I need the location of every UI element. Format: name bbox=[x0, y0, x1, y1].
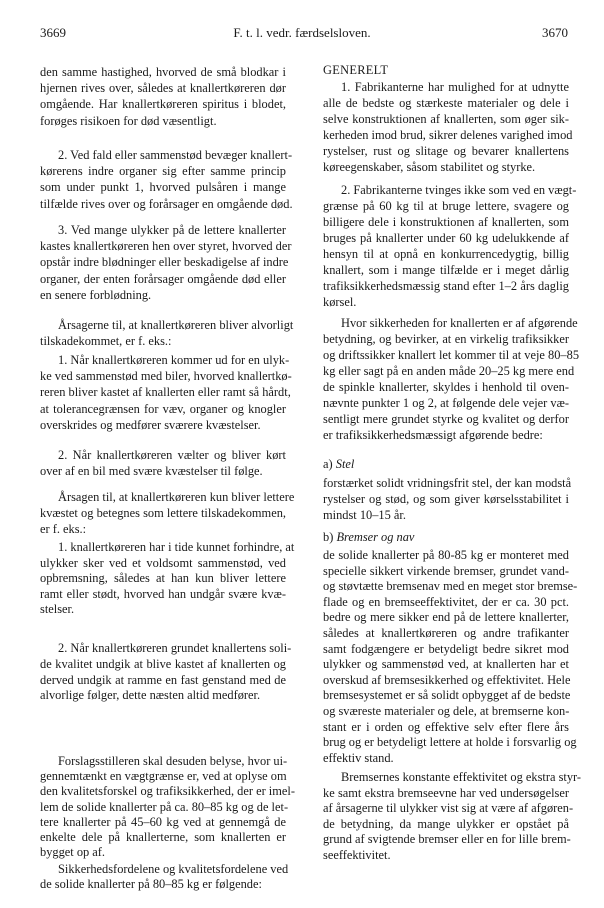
text-line: billigere dele i konstruktionen af knallerten, som bbox=[323, 215, 569, 229]
paragraph bbox=[40, 641, 292, 704]
text-line: af årsagerne til ulykker vist sig at være af afgøren- bbox=[323, 801, 574, 816]
text-line: 2. Ved fald eller sammenstød bevæger knallert- bbox=[58, 148, 293, 162]
section-heading: GENERELT bbox=[323, 63, 389, 77]
text-line: Forslagsstilleren skal desuden belyse, hvor ui- bbox=[58, 754, 288, 768]
text-line: således at knallertkøreren og andre trafikanter bbox=[323, 625, 569, 640]
text-line: tilfælde rives over og forårsager en omgående død. bbox=[40, 196, 293, 211]
paragraph bbox=[40, 540, 295, 618]
text-line: er f. eks.: bbox=[40, 521, 87, 536]
text-line: Hvor sikkerheden for knallerten er af afgørende bbox=[341, 316, 578, 330]
subsection-b-prefix: b) bbox=[323, 530, 334, 544]
text-line: ke ved sammenstød med biler, hvorved knallertkø- bbox=[40, 369, 292, 384]
text-line: 1. Fabrikanterne har mulighed for at udnytte bbox=[341, 80, 569, 94]
text-line: de betydning, da mange ulykker er opstået på bbox=[323, 816, 569, 831]
text-line: knallert, som i mange tilfælde er i meget dårlig bbox=[323, 263, 569, 277]
text-line: specielle sikkert virkende bremser, grundet vand- bbox=[323, 563, 569, 578]
paragraph bbox=[40, 222, 292, 303]
text-line: 2. Når knallertkøreren vælter og bliver kørt bbox=[58, 448, 286, 462]
text-line: som under punkt 1, hvorved pulsåren i mange bbox=[40, 180, 286, 195]
text-line: lem de solide knallerter på ca. 80–85 kg og de let- bbox=[40, 799, 289, 814]
paragraph bbox=[40, 447, 286, 479]
text-line: samt fodgængere er betydeligt bedre sikret mod bbox=[323, 641, 569, 656]
text-line: opstår indre blødninger eller beskadigelse af indre bbox=[40, 255, 289, 270]
text-line: hensyn til at opnå en konkurrencedygtig, billig bbox=[323, 247, 569, 261]
text-line: enkelte dele på knallerterne, som knallerten er bbox=[40, 830, 286, 845]
text-line: over af en bil med svære kvæstelser til følge. bbox=[40, 464, 263, 479]
text-line: grund af svigtende bremser eller en for lille brem- bbox=[323, 832, 571, 847]
text-line: 3. Ved mange ulykker på de lettere knallerter bbox=[58, 223, 286, 237]
text-line: ulykker sker ved et voldsomt sammenstød, ved bbox=[40, 555, 286, 570]
running-title: F. t. l. vedr. færdselsloven. bbox=[233, 25, 371, 40]
text-line: de kvalitet undgik at blive kastet af knallerten og bbox=[40, 656, 286, 671]
paragraph bbox=[40, 147, 293, 212]
text-line: kastes knallertkøreren hen over styret, hvorved der bbox=[40, 239, 292, 254]
text-line: stant er i orden og effektive selv efter flere års bbox=[323, 719, 569, 734]
subsection-a-prefix: a) bbox=[323, 457, 333, 471]
text-line: mindst 10–15 år. bbox=[323, 508, 406, 522]
text-line: nævnte punkter 1 og 2, at følgende dele vejer væ- bbox=[323, 396, 569, 410]
text-line: overskrides og medfører sværere kvæstelser. bbox=[40, 417, 261, 432]
text-line: sentligt mere grundet styrke og kvalitet og derfor bbox=[323, 412, 569, 426]
text-line: derved undgik at ramme en fast genstand med de bbox=[40, 672, 286, 687]
text-line: betydning, og bevirker, at en virkelig trafiksikker bbox=[323, 332, 569, 346]
text-line: 1. knallertkøreren har i tide kunnet forhindre, at bbox=[58, 540, 295, 554]
text-line: og driftssikker knallert let kommer til at veje 80–85 bbox=[323, 348, 580, 362]
text-line: den samme hastighed, hvorved de små blodkar i bbox=[40, 65, 286, 79]
text-line: rystelser, rust og slitage og bevarer knallertens bbox=[323, 144, 569, 158]
text-line: Bremsernes konstante effektivitet og ekstra styr- bbox=[341, 770, 582, 784]
text-line: reren bliver kastet af knallerten eller ramt så hårdt, bbox=[40, 385, 291, 400]
text-line: ke samt ekstra bremseevne har ved undersøgelser bbox=[323, 785, 569, 800]
text-line: bremsesystemet er så solidt opbygget af de bedste bbox=[323, 688, 571, 703]
text-line: bruges på knallerter under 60 kg udelukkende af bbox=[323, 231, 569, 245]
paragraph bbox=[40, 64, 286, 129]
text-line: kvæstet og betegnes som lettere tilskadekommen, bbox=[40, 505, 286, 520]
text-line: opbremsning, således at han kun bliver lettere bbox=[40, 571, 286, 586]
text-line: køreegenskaber, såsom stabilitet og styrke. bbox=[323, 160, 536, 174]
page-number-right: 3670 bbox=[542, 25, 568, 40]
text-line: kørerens indre organer sig efter samme princip bbox=[40, 164, 286, 179]
text-line: forstærket solidt vridningsfrit stel, der kan modstå bbox=[323, 476, 572, 490]
text-line: tere knallerter på 45–60 kg ved at gennemgå de bbox=[40, 814, 286, 829]
subsection-b-heading bbox=[323, 529, 569, 545]
text-line: 1. Når knallertkøreren kommer ud for en ulyk- bbox=[58, 353, 290, 367]
subsection-a-heading bbox=[323, 456, 569, 472]
text-line: alle de bedste og stærkeste materialer og dele i bbox=[323, 96, 569, 110]
text-line: selve konstruktionen af knallerten, som øger sik- bbox=[323, 112, 569, 126]
paragraph bbox=[40, 317, 294, 349]
text-line: de solide knallerter på 80–85 kg er følgende: bbox=[40, 877, 262, 892]
text-line: tilskadekommet, er f. eks.: bbox=[40, 334, 172, 349]
page-number-left: 3669 bbox=[40, 25, 66, 40]
text-line: Sikkerhedsfordelene og kvalitetsfordelene ved bbox=[58, 862, 289, 876]
text-line: Årsagerne til, at knallertkøreren bliver alvorligt bbox=[58, 318, 294, 332]
subsection-a-title: Stel bbox=[335, 457, 355, 471]
text-line: Årsagen til, at knallertkøreren kun bliver lettere bbox=[58, 490, 295, 504]
text-line: brug og er betydeligt lettere at holde i forsvarlig og bbox=[323, 735, 577, 750]
text-line: og sværeste materialer og dele, at bremserne kon- bbox=[323, 703, 570, 718]
subsection-b-title: Bremser og nav bbox=[336, 530, 415, 544]
text-line: omgående. Har knallertkøreren spiritus i blodet, bbox=[40, 97, 286, 112]
paragraph bbox=[323, 475, 572, 523]
text-line: 2. Når knallertkøreren grundet knallertens soli- bbox=[58, 641, 292, 655]
text-line: ulykker og sammenstød ved, at knallerten har et bbox=[323, 657, 569, 672]
paragraph bbox=[40, 754, 295, 860]
text-line: hjernen rives over, således at knallertkøreren dør bbox=[40, 81, 286, 96]
paragraph bbox=[40, 490, 295, 537]
text-line: seeffektivitet. bbox=[323, 847, 391, 862]
text-line: flade og en bremseeffektivitet, der er ca. 30 pct. bbox=[323, 594, 569, 609]
text-line: gennemtænkt en vægtgrænse er, ved at oplyse om bbox=[40, 769, 287, 784]
paragraph bbox=[40, 862, 289, 892]
text-line: rystelser og stød, og som giver kørselsstabilitet i bbox=[323, 492, 569, 506]
text-line: effektiv stand. bbox=[323, 750, 394, 765]
text-line: overskud af bremsesikkerhed og effektivitet. Hele bbox=[323, 672, 571, 687]
paragraph bbox=[323, 79, 573, 175]
text-line: er trafiksikkerhedsmæssigt afgørende bedre: bbox=[323, 428, 543, 442]
text-line: ramt eller stødt, hvorved han undgår svære kvæ- bbox=[40, 586, 286, 601]
text-line: de spinkle knallerter, skyldes i henhold til oven- bbox=[323, 380, 569, 394]
text-line: bedre og mere sikker end på de lettere knallerter, bbox=[323, 610, 569, 625]
text-line: den kvalitetsforskel og trafiksikkerhed, der er imel- bbox=[40, 784, 295, 799]
text-line: og støvtætte bremsenav med en meget stor bremse- bbox=[323, 579, 578, 594]
text-line: forøges risikoen for død væsentligt. bbox=[40, 113, 217, 128]
paragraph bbox=[40, 352, 292, 433]
text-line: trafiksikkerhedsmæssig stand efter 1–2 års daglig bbox=[323, 279, 569, 293]
paragraph bbox=[323, 548, 578, 766]
text-line: en senere forblødning. bbox=[40, 287, 152, 302]
text-line: kerheden imod brud, sikrer delenes varighed imod bbox=[323, 128, 573, 142]
text-line: stelser. bbox=[40, 602, 75, 617]
paragraph bbox=[323, 770, 582, 864]
text-line: organer, der enten forårsager omgående død eller bbox=[40, 271, 286, 286]
text-line: alvorlige følger, dette næsten altid medfører. bbox=[40, 688, 261, 703]
text-line: grænse på 60 kg til at bruge lettere, svagere og bbox=[323, 199, 569, 213]
text-line: 2. Fabrikanterne tvinges ikke som ved en vægt- bbox=[341, 183, 577, 197]
text-line: de solide knallerter på 80-85 kg er monteret med bbox=[323, 548, 569, 562]
text-line: bygget op af. bbox=[40, 845, 106, 860]
text-line: at tolerancegrænsen for væv, organer og knogler bbox=[40, 401, 286, 416]
paragraph bbox=[323, 182, 577, 310]
paragraph bbox=[323, 315, 580, 443]
text-line: kg eller sagt på en anden måde 20–25 kg mere end bbox=[323, 364, 575, 378]
text-line: kørsel. bbox=[323, 295, 357, 309]
